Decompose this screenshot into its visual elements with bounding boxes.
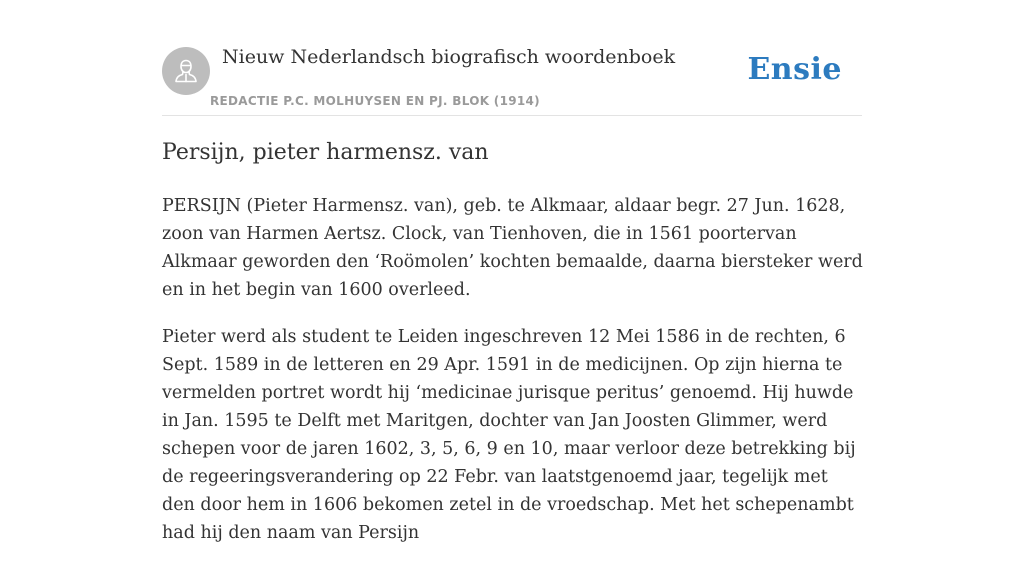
- brand-logo[interactable]: Ensie: [747, 52, 842, 87]
- entry-paragraph: Pieter werd als student te Leiden ingeschreven 12 Mei 1586 in de rechten, 6 Sept. 1589 in de letteren en 29 Apr. 1591 in de medicijnen. Op zijn hierna te vermelden portret wordt hij ‘medicinae jurisque peritus’ genoemd. Hij huwde in Jan. 1595 te Delft met Maritgen, dochter van Jan Joosten Glimmer, werd schepen voor de jaren 1602, 3, 5, 6, 9 en 10, maar verloor deze betrekking bij de regeeringsverandering op 22 Febr. van laatstgenoemd jaar, tegelijk met den door hem in 1606 bekomen zetel in de vroedschap. Met het schepenambt had hij den naam van Persijn: [162, 327, 856, 543]
- user-silhouette-icon[interactable]: [162, 47, 210, 95]
- entry-body: [162, 192, 864, 566]
- entry-title: Persijn, pieter harmensz. van: [162, 140, 489, 165]
- source-subtitle: REDACTIE P.C. MOLHUYSEN EN PJ. BLOK (1914): [210, 94, 540, 108]
- entry-paragraph: PERSIJN (Pieter Harmensz. van), geb. te Alkmaar, aldaar begr. 27 Jun. 1628, zoon van Harmen Aertsz. Clock, van Tienhoven, die in 1561 poortervan Alkmaar geworden den ‘Roömolen’ kochten bemaalde, daarna biersteker werd en in het begin van 1600 overleed.: [162, 196, 863, 300]
- article-container: [162, 0, 863, 543]
- source-header: [162, 0, 862, 116]
- source-title[interactable]: Nieuw Nederlandsch biografisch woordenboek: [222, 46, 676, 68]
